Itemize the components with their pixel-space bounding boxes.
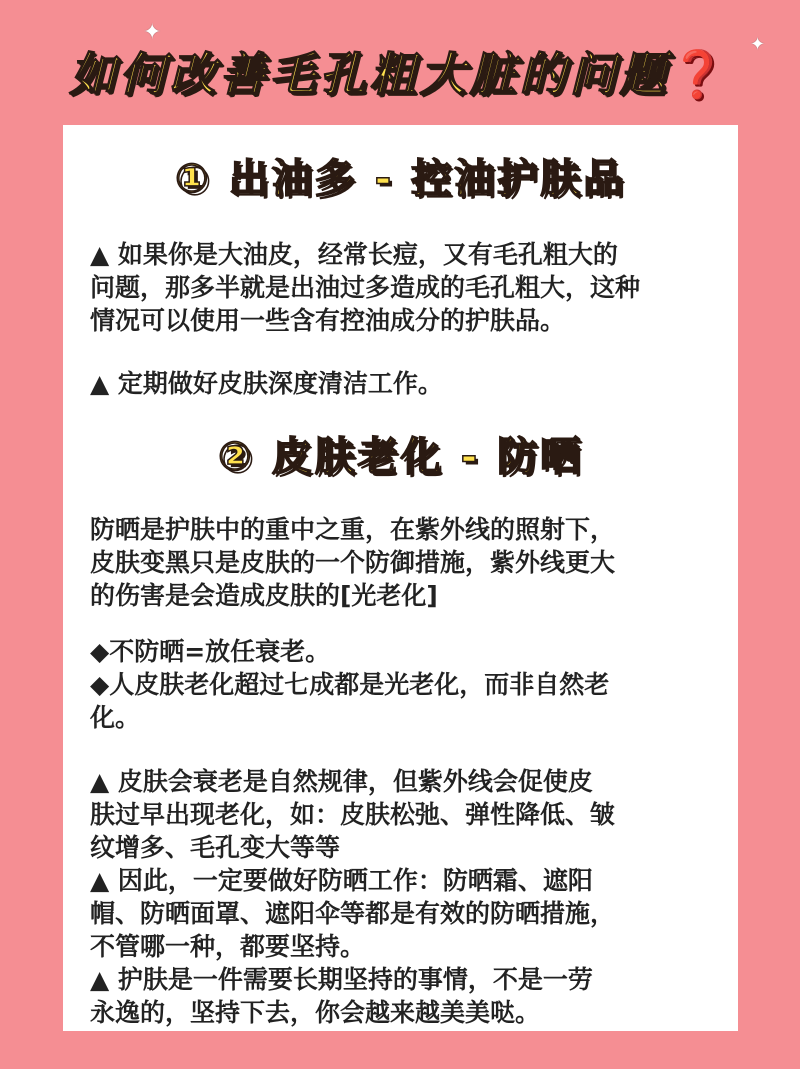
text-line: 化。 (90, 703, 141, 732)
text-line: 防晒是护肤中的重中之重，在紫外线的照射下， (90, 515, 616, 544)
section-heading-oil-control: ① 出油多 - 控油护肤品 (174, 156, 627, 202)
text-line: 肤过早出现老化，如：皮肤松弛、弹性降低、皱 (90, 800, 616, 829)
text-line: 不管哪一种，都要坚持。 (90, 932, 366, 961)
text-line: 情况可以使用一些含有控油成分的护肤品。 (90, 306, 566, 335)
paragraph-sunscreen-advice (90, 765, 725, 1029)
paragraph-deep-cleansing (90, 367, 725, 400)
text-line: ▲ 护肤是一件需要长期坚持的事情，不是一劳 (90, 965, 593, 994)
text-line: 永逸的，坚持下去，你会越来越美美哒。 (90, 998, 541, 1027)
text-line: ▲ 因此，一定要做好防晒工作：防晒霜、遮阳 (90, 866, 593, 895)
paragraph-oil-control (90, 238, 725, 337)
page-title (0, 34, 800, 104)
sparkle-icon: ✦ (750, 34, 766, 55)
page-title-text: 如何改善毛孔粗大脏的问题 (69, 47, 670, 101)
text-line: ▲ 如果你是大油皮，经常长痘，又有毛孔粗大的 (90, 240, 618, 269)
text-line: ◆不防晒=放任衰老。 (90, 637, 331, 666)
paragraph-sunscreen-intro (90, 513, 725, 612)
question-mark-icon: ❓ (669, 47, 731, 101)
paragraph-photoaging-facts (90, 635, 725, 734)
text-line: ◆人皮肤老化超过七成都是光老化，而非自然老 (90, 670, 610, 699)
text-line: 问题，那多半就是出油过多造成的毛孔粗大，这种 (90, 273, 641, 302)
text-line: ▲ 皮肤会衰老是自然规律，但紫外线会促使皮 (90, 767, 593, 796)
sparkle-icon: ✦ (143, 20, 162, 45)
text-line: ▲ 定期做好皮肤深度清洁工作。 (90, 369, 443, 398)
content-card (63, 125, 738, 1031)
text-line: 纹增多、毛孔变大等等 (90, 833, 341, 862)
text-line: 皮肤变黑只是皮肤的一个防御措施，紫外线更大 (90, 548, 616, 577)
text-line: 帽、防晒面罩、遮阳伞等都是有效的防晒措施， (90, 899, 616, 928)
text-line: 的伤害是会造成皮肤的[光老化] (90, 581, 438, 610)
section-heading-sun-protection: ② 皮肤老化 - 防晒 (217, 434, 584, 480)
